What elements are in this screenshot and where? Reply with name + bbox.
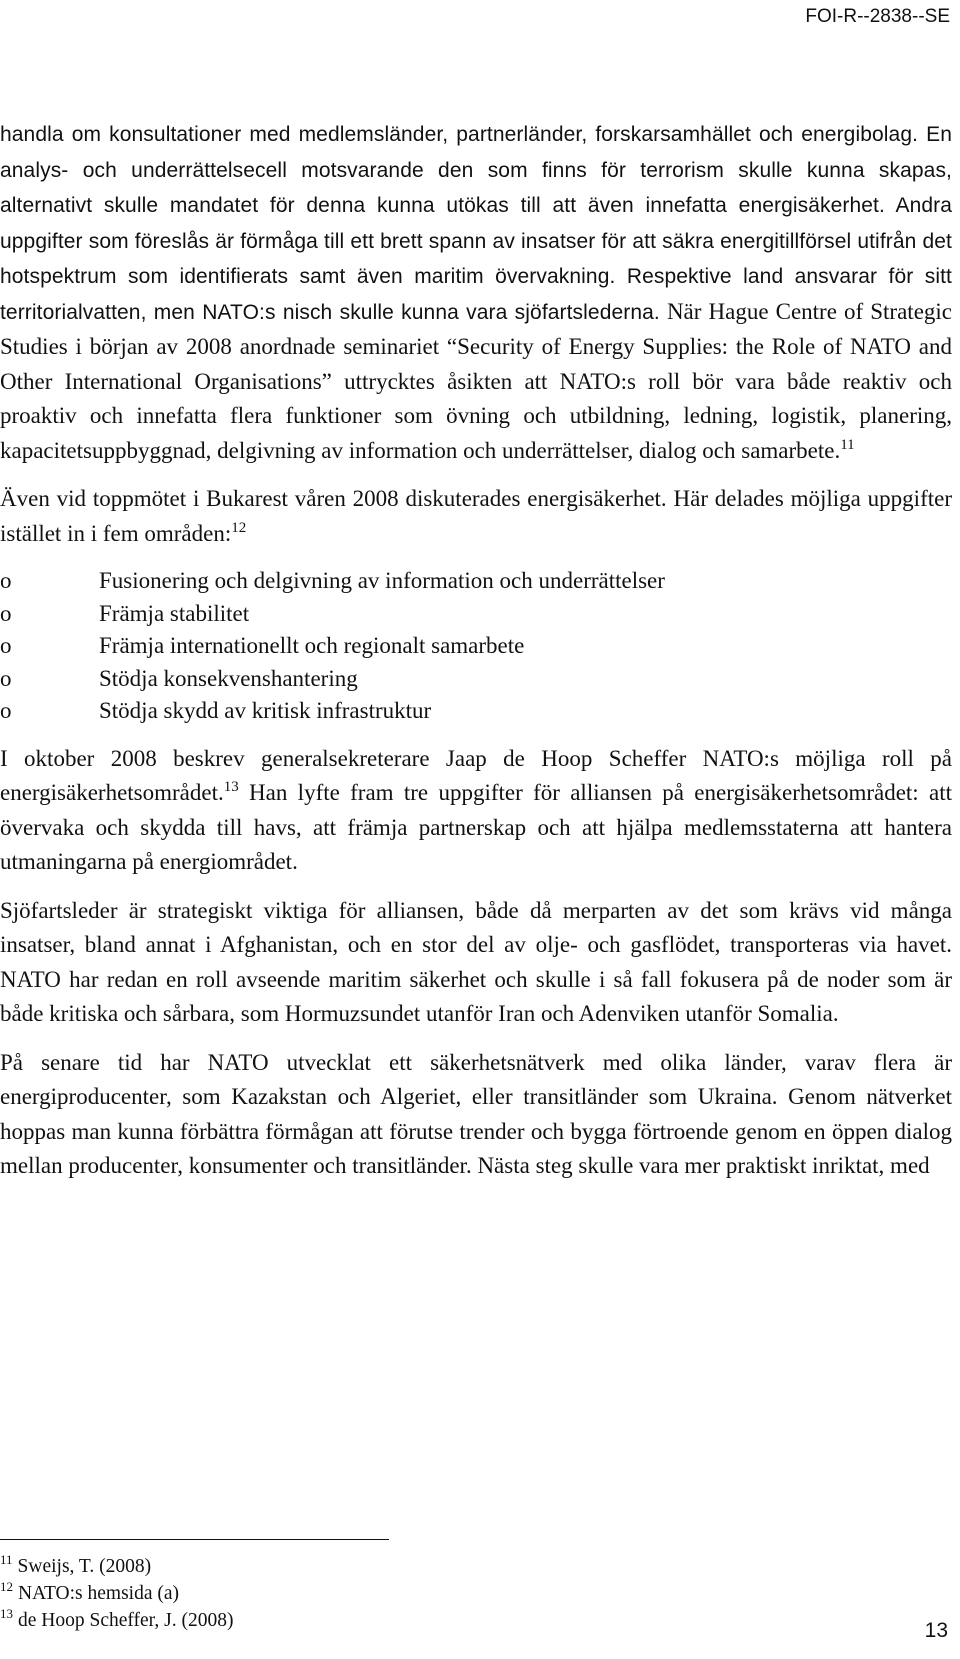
bullet-marker: o (0, 568, 12, 593)
footnotes (0, 1553, 233, 1634)
paragraph-sans-segment: handla om konsultationer med medlemsländer, partnerländer, forskarsamhället och energibolag. En analys- och underrättelsecell motsvarande den som finns för terrorism skulle kunna skapas, alternativt skulle mandatet för denna kunna utökas till att även innefatta energisäkerhet. Andra uppgifter som föreslås är förmåga till ett brett spann av insatser för att säkra energitillförsel utifrån det hotspektrum som identifierats samt även maritim övervakning. Respektive land ansvarar för sitt territorialvatten, men NATO:s nisch skulle kunna vara sjöfartslederna. (0, 123, 952, 324)
footnote-text: Sweijs, T. (2008) (17, 1556, 152, 1577)
list-item-text: Främja internationellt och regionalt samarbete (99, 633, 525, 658)
bullet-marker: o (0, 633, 12, 658)
paragraph-text-continued: Han lyfte fram tre uppgifter för alliansen på energisäkerhetsområdet: att övervaka och skydda till havs, att främja partnerskap och att hjälpa medlemsstaterna att hantera utmaningarna på energiområdet. (0, 780, 952, 874)
footnote-text: NATO:s hemsida (a) (18, 1583, 180, 1604)
footnote-number: 12 (0, 1579, 13, 1594)
paragraph-scheffer (0, 742, 952, 880)
footnote-separator (0, 1539, 389, 1540)
page-body (0, 117, 952, 1184)
page-number: 13 (924, 1619, 948, 1642)
list-item (0, 663, 952, 696)
footnote-ref-11: 11 (840, 436, 855, 453)
bullet-marker: o (0, 600, 12, 626)
footnote-ref-12: 12 (231, 519, 247, 536)
paragraph-text: I oktober 2008 beskrev generalsekreterare Jaap de Hoop Scheffer NATO:s möjliga roll på energisäkerhetsområdet. (0, 745, 952, 805)
paragraph-serif-segment: När Hague Centre of Strategic Studies i början av 2008 anordnade seminariet “Security of Energy Supplies: the Role of NATO and Other International Organisations” uttrycktes åsikten att NATO:s roll bör vara både reaktiv och proaktiv och innefatta flera funktioner som övning och utbildning, ledning, logistik, planering, kapacitetsuppbyggnad, delgivning av information och underrättelser, dialog och samarbete. (0, 298, 952, 463)
paragraph-nato-roles (0, 117, 952, 468)
footnote (0, 1607, 233, 1634)
bullet-marker: o (0, 665, 12, 691)
bullet-marker: o (0, 698, 12, 723)
list-item (0, 630, 952, 663)
list-item-text: Stödja konsekvenshantering (99, 665, 358, 691)
footnote (0, 1580, 233, 1607)
footnote (0, 1553, 233, 1580)
paragraph-sea-lanes: Sjöfartsleder är strategiskt viktiga för alliansen, både då merparten av det som krävs vid många insatser, bland annat i Afghanistan, och en stor del av olje- och gasflödet, transporteras via havet. NATO har redan en roll avseende maritim säkerhet och skulle i så fall fokusera på de noder som är både kritiska och sårbara, som Hormuzsundet utanför Iran och Adenviken utanför Somalia. (0, 897, 952, 1026)
footnote-text: de Hoop Scheffer, J. (2008) (18, 1610, 234, 1631)
footnote-number: 13 (0, 1606, 13, 1621)
list-item-text: Främja stabilitet (99, 600, 250, 626)
list-item-text: Fusionering och delgivning av information och underrättelser (99, 568, 665, 593)
list-item-text: Stödja skydd av kritisk infrastruktur (99, 698, 432, 723)
document-id-header: FOI-R--2838--SE (805, 6, 950, 27)
list-item (0, 565, 952, 598)
paragraph-text: Även vid toppmötet i Bukarest våren 2008 diskuterades energisäkerhet. Här delades möjliga uppgifter istället in i fem områden: (0, 486, 952, 546)
list-item (0, 598, 952, 631)
list-item (0, 695, 952, 728)
paragraph-security-network: På senare tid har NATO utvecklat ett säkerhetsnätverk med olika länder, varav flera är energiproducenter, som Kazakstan och Algeriet, eller transitländer som Ukraina. Genom nätverket hoppas man kunna förbättra förmågan att förutse trender och bygga förtroende genom en öppen dialog mellan producenter, konsumenter och transitländer. Nästa steg skulle vara mer praktiskt inriktat, med (0, 1049, 952, 1178)
footnote-ref-13: 13 (223, 779, 239, 795)
paragraph-bucharest-summit (0, 482, 952, 551)
footnote-number: 11 (0, 1552, 13, 1567)
task-area-list (0, 565, 952, 728)
